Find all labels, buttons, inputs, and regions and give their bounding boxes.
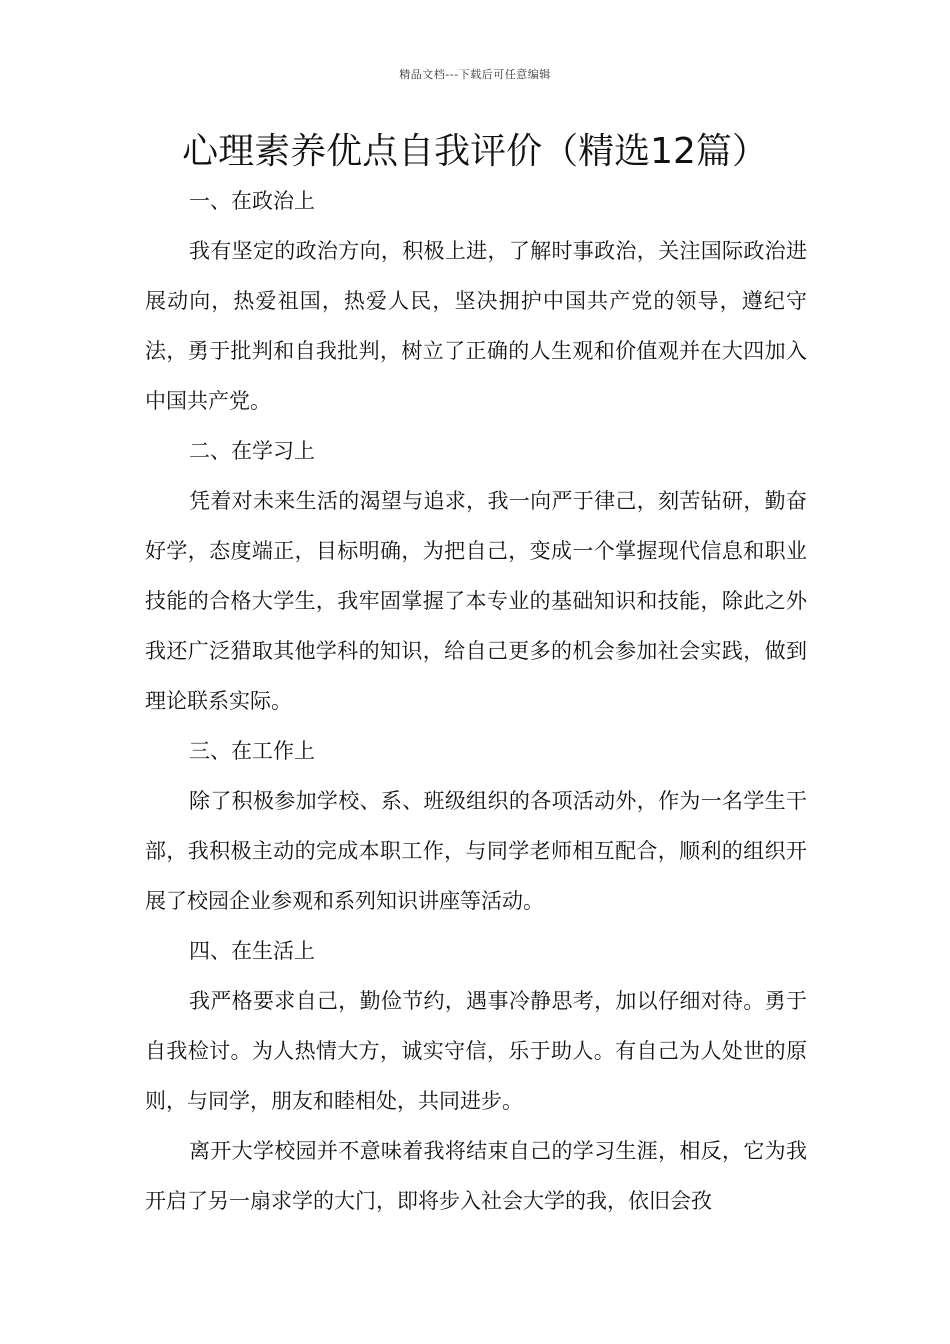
section-heading-work: 三、在工作上 — [189, 739, 315, 763]
document-body — [145, 176, 807, 1226]
paragraph-study: 凭着对未来生活的渴望与追求，我一向严于律己，刻苦钻研，勤奋好学，态度端正，目标明确，为把自己，变成一个掌握现代信息和职业技能的合格大学生，我牢固掌握了本专业的基础知识和技能，除此之外我还广泛猎取其他学科的知识，给自己更多的机会参加社会实践，做到理论联系实际。 — [145, 489, 807, 713]
header-note: 精品文档---下载后可任意编辑 — [399, 68, 551, 81]
section-heading-politics: 一、在政治上 — [189, 189, 315, 213]
paragraph-closing: 离开大学校园并不意味着我将结束自己的学习生涯，相反，它为我开启了另一扇求学的大门，即将步入社会大学的我，依旧会孜 — [145, 1139, 807, 1213]
section-heading-life: 四、在生活上 — [189, 939, 315, 963]
paragraph-life: 我严格要求自己，勤俭节约，遇事冷静思考，加以仔细对待。勇于自我检讨。为人热情大方，诚实守信，乐于助人。有自己为人处世的原则，与同学，朋友和睦相处，共同进步。 — [145, 989, 807, 1113]
document-title: 心理素养优点自我评价（精选12篇） — [182, 131, 768, 172]
paragraph-work: 除了积极参加学校、系、班级组织的各项活动外，作为一名学生干部，我积极主动的完成本职工作，与同学老师相互配合，顺利的组织开展了校园企业参观和系列知识讲座等活动。 — [145, 789, 807, 913]
paragraph-politics: 我有坚定的政治方向，积极上进，了解时事政治，关注国际政治进展动向，热爱祖国，热爱人民，坚决拥护中国共产党的领导，遵纪守法，勇于批判和自我批判，树立了正确的人生观和价值观并在大四加入中国共产党。 — [145, 239, 807, 413]
section-heading-study: 二、在学习上 — [189, 439, 315, 463]
